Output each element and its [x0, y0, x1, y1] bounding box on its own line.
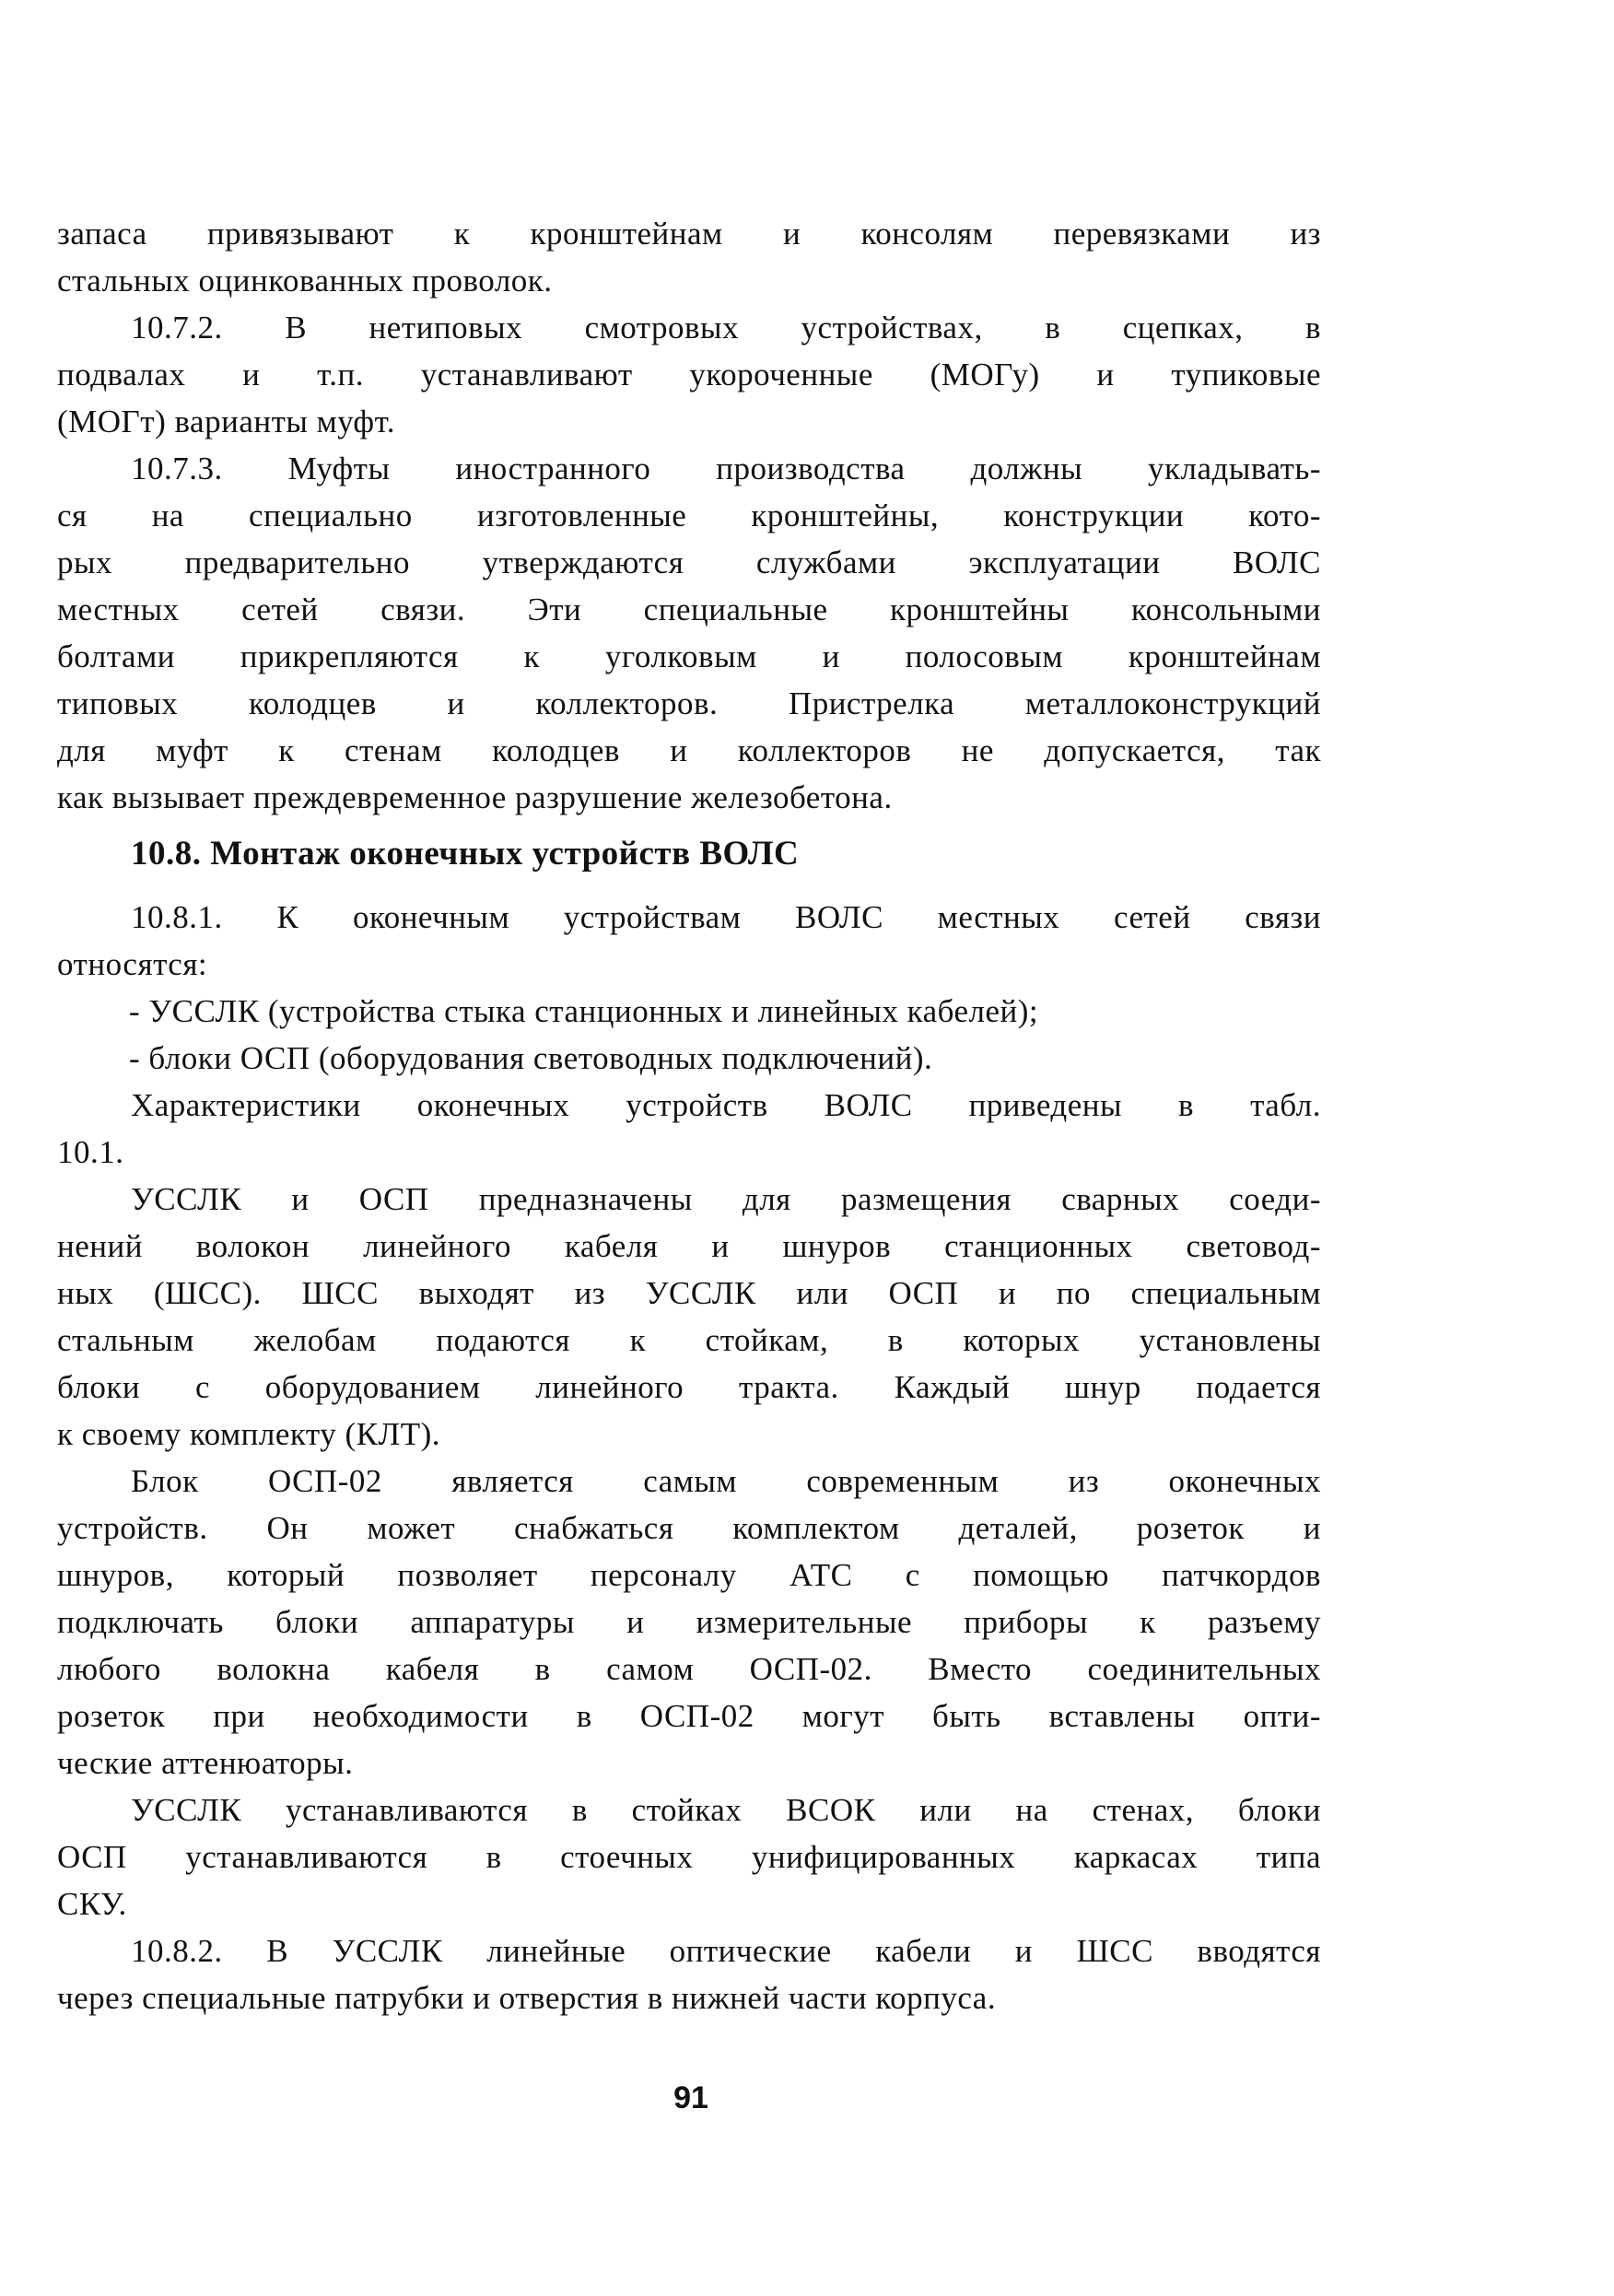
text-line: местных сетей связи. Эти специальные кронштейны консольными	[57, 592, 1321, 627]
text-line: запаса привязывают к кронштейнам и консолям перевязками из	[57, 216, 1321, 252]
list-item: - УССЛК (устройства стыка станционных и линейных кабелей);	[129, 993, 1039, 1029]
text-line: типовых колодцев и коллекторов. Пристрелка металлоконструкций	[57, 685, 1321, 721]
text-line: болтами прикрепляются к уголковым и полосовым кронштейнам	[57, 638, 1321, 674]
section-heading: 10.8. Монтаж оконечных устройств ВОЛС	[131, 835, 800, 873]
text-line: 10.8.1. К оконечным устройствам ВОЛС местных сетей связи	[131, 899, 1321, 935]
list-item: - блоки ОСП (оборудования световодных подключений).	[129, 1040, 933, 1076]
text-line: 10.7.3. Муфты иностранного производства должны укладывать-	[131, 451, 1321, 486]
text-line: УССЛК и ОСП предназначены для размещения сварных соеди-	[131, 1181, 1321, 1217]
page-number: 91	[673, 2080, 708, 2115]
text-line: ческие аттенюаторы.	[57, 1745, 354, 1781]
text-line: через специальные патрубки и отверстия в нижней части корпуса.	[57, 1980, 997, 2016]
text-line: СКУ.	[57, 1886, 127, 1922]
text-line: Характеристики оконечных устройств ВОЛС приведены в табл.	[131, 1087, 1321, 1123]
text-line: ся на специально изготовленные кронштейны, конструкции кото-	[57, 498, 1321, 533]
text-line: розеток при необходимости в ОСП-02 могут быть вставлены опти-	[57, 1698, 1321, 1734]
text-line: ОСП устанавливаются в стоечных унифицированных каркасах типа	[57, 1839, 1321, 1875]
text-line: УССЛК устанавливаются в стойках ВСОК или на стенах, блоки	[131, 1792, 1321, 1828]
text-line: 10.7.2. В нетиповых смотровых устройствах, в сцепках, в	[131, 310, 1321, 346]
text-line: подвалах и т.п. устанавливают укороченные (МОГу) и тупиковые	[57, 357, 1321, 392]
text-line: (МОГт) варианты муфт.	[57, 404, 396, 439]
text-line: нений волокон линейного кабеля и шнуров станционных световод-	[57, 1228, 1321, 1264]
text-line: 10.8.2. В УССЛК линейные оптические кабели и ШСС вводятся	[131, 1933, 1321, 1969]
text-line: ных (ШСС). ШСС выходят из УССЛК или ОСП и по специальным	[57, 1275, 1321, 1311]
text-line: блоки с оборудованием линейного тракта. Каждый шнур подается	[57, 1369, 1321, 1405]
text-line: относятся:	[57, 946, 208, 982]
text-line: стальных оцинкованных проволок.	[57, 263, 553, 299]
text-line: подключать блоки аппаратуры и измерительные приборы к разъему	[57, 1604, 1321, 1640]
page-body	[57, 210, 1321, 2021]
text-line: для муфт к стенам колодцев и коллекторов не допускается, так	[57, 732, 1321, 768]
text-line: рых предварительно утверждаются службами эксплуатации ВОЛС	[57, 545, 1321, 580]
text-line: 10.1.	[57, 1134, 124, 1170]
text-line: любого волокна кабеля в самом ОСП-02. Вместо соединительных	[57, 1651, 1321, 1687]
text-line: Блок ОСП-02 является самым современным из оконечных	[131, 1463, 1321, 1499]
text-line: стальным желобам подаются к стойкам, в которых установлены	[57, 1322, 1321, 1358]
text-line: как вызывает преждевременное разрушение железобетона.	[57, 779, 893, 815]
text-line: к своему комплекту (КЛТ).	[57, 1416, 441, 1452]
text-line: устройств. Он может снабжаться комплектом деталей, розеток и	[57, 1510, 1321, 1546]
text-line: шнуров, который позволяет персоналу АТС с помощью патчкордов	[57, 1557, 1321, 1593]
